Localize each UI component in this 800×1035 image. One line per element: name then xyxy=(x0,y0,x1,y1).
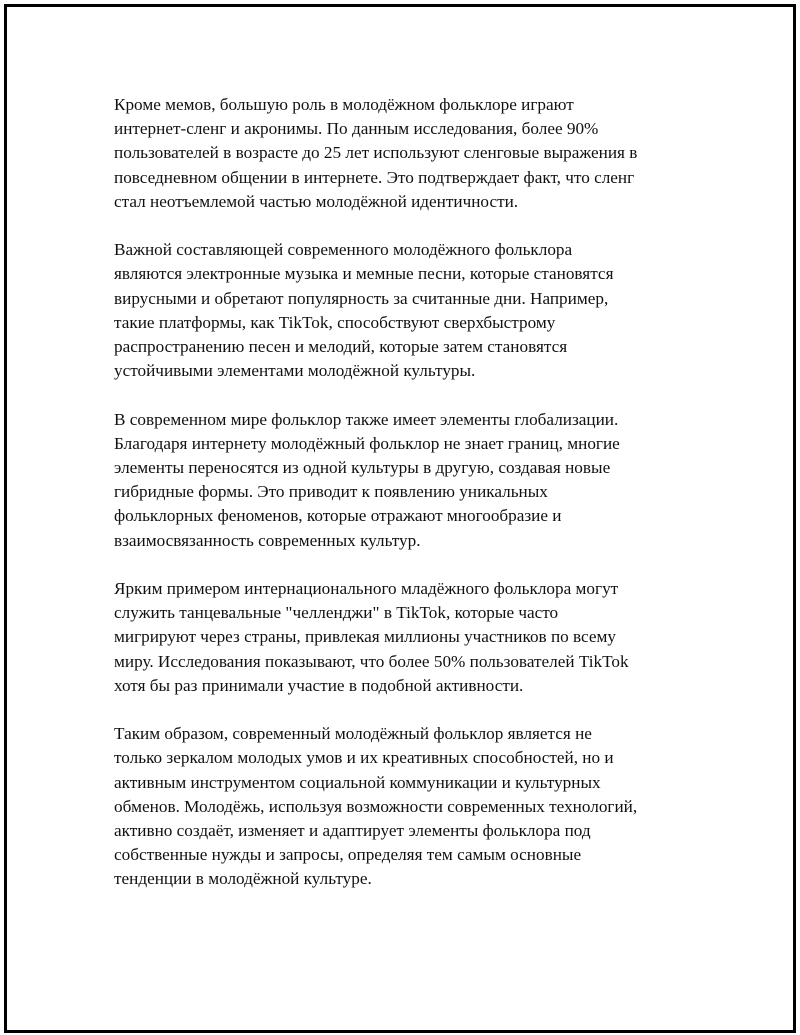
document-body xyxy=(114,93,704,916)
paragraph-challenges: Ярким примером интернационального младёжного фольклора могут служить танцевальные "челленджи" в TikTok, которые часто мигрируют через страны, привлекая миллионы участников по всему миру. Исследования показывают, что более 50% пользователей TikTok хотя бы раз принимали участие в подобной активности. xyxy=(114,579,629,695)
paragraph-slang: Кроме мемов, большую роль в молодёжном фольклоре играют интернет-сленг и акронимы. По данным исследования, более 90% пользователей в возрасте до 25 лет используют сленговые выражения в повседневном общении в интернете. Это подтверждает факт, что сленг стал неотъемлемой частью молодёжной идентичности. xyxy=(114,95,638,211)
paragraph-music: Важной составляющей современного молодёжного фольклора являются электронные музыка и мемные песни, которые становятся вирусными и обретают популярность за считанные дни. Например, такие платформы, как TikTok, способствуют сверхбыстрому распространению песен и мелодий, которые затем становятся устойчивыми элементами молодёжной культуры. xyxy=(114,240,614,381)
paragraph-globalization: В современном мире фольклор также имеет элементы глобализации. Благодаря интернету молодёжный фольклор не знает границ, многие элементы переносятся из одной культуры в другую, создавая новые гибридные формы. Это приводит к появлению уникальных фольклорных феноменов, которые отражают многообразие и взаимосвязанность современных культур. xyxy=(114,409,620,550)
paragraph-conclusion: Таким образом, современный молодёжный фольклор является не только зеркалом молодых умов и их креативных способностей, но и активным инструментом социальной коммуникации и культурных обменов. Молодёжь, используя возможности современных технологий, активно создаёт, изменяет и адаптирует элементы фольклора под собственные нужды и запросы, определяя тем самым основные тенденции в молодёжной культуре. xyxy=(114,724,638,889)
